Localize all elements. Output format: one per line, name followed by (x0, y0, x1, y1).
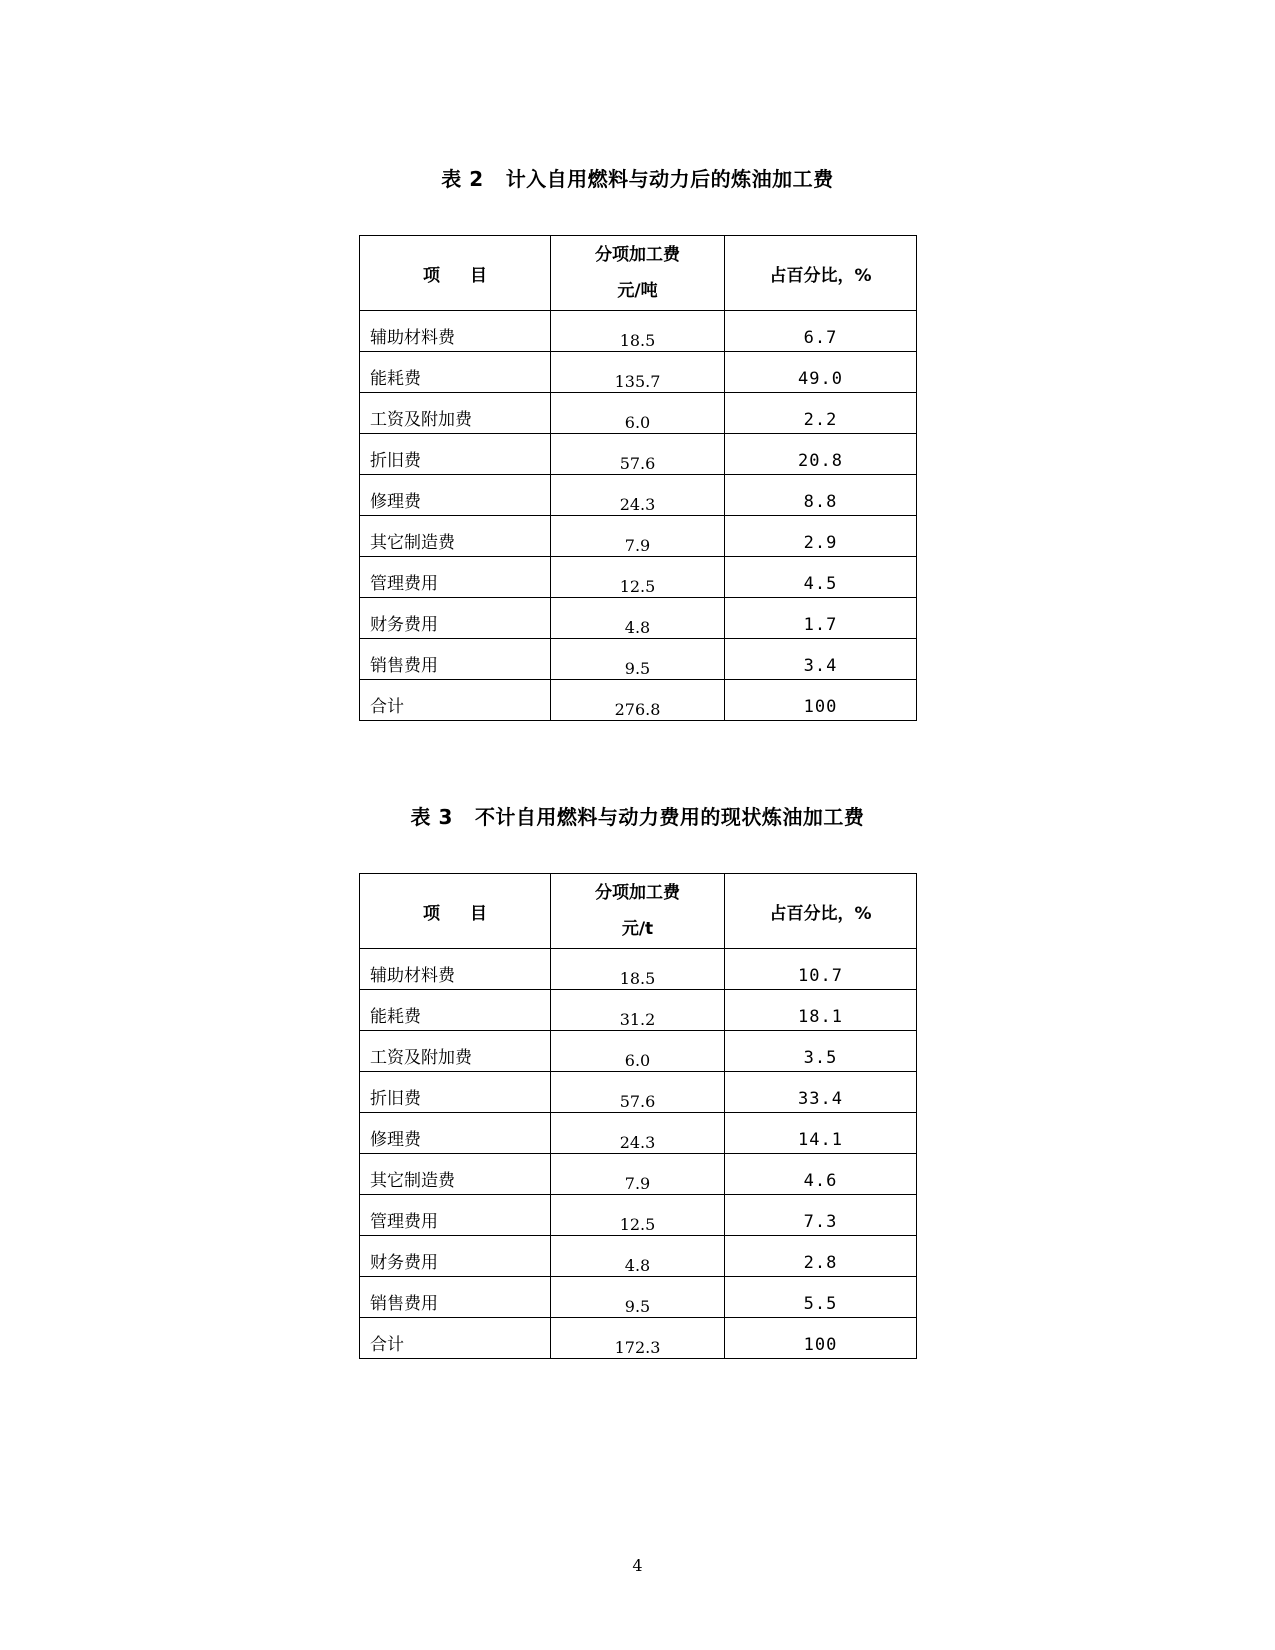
row-percent: 10.7 (725, 949, 917, 990)
row-percent: 18.1 (725, 990, 917, 1031)
row-name: 辅助材料费 (360, 949, 551, 990)
table-3 (359, 873, 917, 1359)
row-name: 销售费用 (360, 1277, 551, 1318)
row-percent: 2.9 (725, 516, 917, 557)
table-row (360, 1072, 917, 1113)
row-name: 其它制造费 (360, 516, 551, 557)
row-percent: 5.5 (725, 1277, 917, 1318)
row-cost: 57.6 (551, 1072, 725, 1113)
row-cost: 24.3 (551, 475, 725, 516)
row-cost: 6.0 (551, 393, 725, 434)
table-row (360, 311, 917, 352)
header-item (360, 236, 551, 311)
row-cost: 6.0 (551, 1031, 725, 1072)
row-cost: 4.8 (551, 598, 725, 639)
row-percent: 8.8 (725, 475, 917, 516)
row-percent: 2.8 (725, 1236, 917, 1277)
row-name: 财务费用 (360, 1236, 551, 1277)
table-3-caption (0, 801, 1275, 830)
row-name: 其它制造费 (360, 1154, 551, 1195)
row-cost: 24.3 (551, 1113, 725, 1154)
header-item-char-a: 项 (423, 903, 440, 924)
table-total-row (360, 680, 917, 721)
table-row (360, 475, 917, 516)
header-item-char-b: 目 (470, 903, 487, 924)
row-name: 折旧费 (360, 434, 551, 475)
row-percent: 14.1 (725, 1113, 917, 1154)
row-percent: 4.5 (725, 557, 917, 598)
row-percent: 2.2 (725, 393, 917, 434)
row-cost: 57.6 (551, 434, 725, 475)
header-item (360, 874, 551, 949)
header-cost-unit: 元/t (621, 919, 654, 939)
row-name: 工资及附加费 (360, 1031, 551, 1072)
row-percent: 1.7 (725, 598, 917, 639)
row-cost: 4.8 (551, 1236, 725, 1277)
row-percent: 100 (725, 1318, 917, 1359)
table-header-row (360, 874, 917, 949)
table-header-row (360, 236, 917, 311)
row-name: 合计 (360, 1318, 551, 1359)
row-name: 修理费 (360, 1113, 551, 1154)
header-cost-unit: 元/吨 (617, 281, 658, 301)
row-name: 修理费 (360, 475, 551, 516)
table-row (360, 1195, 917, 1236)
row-name: 财务费用 (360, 598, 551, 639)
row-cost: 172.3 (551, 1318, 725, 1359)
row-name: 销售费用 (360, 639, 551, 680)
table-2 (359, 235, 917, 721)
table-row (360, 1031, 917, 1072)
table-2-caption (0, 163, 1275, 192)
row-percent: 6.7 (725, 311, 917, 352)
table-row (360, 639, 917, 680)
table-row (360, 1236, 917, 1277)
row-name: 工资及附加费 (360, 393, 551, 434)
table-row (360, 1277, 917, 1318)
table-2-label: 表 2 (441, 167, 484, 191)
table-3-title: 不计自用燃料与动力费用的现状炼油加工费 (474, 805, 865, 829)
header-percent: 占百分比，% (725, 236, 917, 311)
row-name: 辅助材料费 (360, 311, 551, 352)
table-row (360, 516, 917, 557)
row-cost: 12.5 (551, 557, 725, 598)
row-percent: 49.0 (725, 352, 917, 393)
header-item-char-a: 项 (423, 265, 440, 286)
row-name: 管理费用 (360, 557, 551, 598)
row-percent: 100 (725, 680, 917, 721)
table-2-title: 计入自用燃料与动力后的炼油加工费 (505, 167, 834, 191)
row-percent: 3.4 (725, 639, 917, 680)
table-row (360, 598, 917, 639)
row-name: 能耗费 (360, 990, 551, 1031)
table-row (360, 1154, 917, 1195)
row-percent: 33.4 (725, 1072, 917, 1113)
row-name: 管理费用 (360, 1195, 551, 1236)
row-cost: 12.5 (551, 1195, 725, 1236)
row-cost: 7.9 (551, 1154, 725, 1195)
row-cost: 135.7 (551, 352, 725, 393)
table-total-row (360, 1318, 917, 1359)
row-cost: 276.8 (551, 680, 725, 721)
header-cost-label: 分项加工费 (595, 245, 680, 265)
page-number: 4 (632, 1556, 643, 1575)
row-percent: 3.5 (725, 1031, 917, 1072)
table-row (360, 393, 917, 434)
row-cost: 31.2 (551, 990, 725, 1031)
table-row (360, 990, 917, 1031)
table-row (360, 949, 917, 990)
header-cost (551, 236, 725, 311)
row-percent: 7.3 (725, 1195, 917, 1236)
header-cost (551, 874, 725, 949)
row-cost: 9.5 (551, 1277, 725, 1318)
header-percent: 占百分比，% (725, 874, 917, 949)
row-name: 合计 (360, 680, 551, 721)
row-cost: 18.5 (551, 949, 725, 990)
row-cost: 18.5 (551, 311, 725, 352)
row-name: 折旧费 (360, 1072, 551, 1113)
table-row (360, 1113, 917, 1154)
table-row (360, 434, 917, 475)
header-item-char-b: 目 (470, 265, 487, 286)
row-percent: 20.8 (725, 434, 917, 475)
table-3-label: 表 3 (410, 805, 453, 829)
header-cost-label: 分项加工费 (595, 883, 680, 903)
row-name: 能耗费 (360, 352, 551, 393)
row-percent: 4.6 (725, 1154, 917, 1195)
table-row (360, 557, 917, 598)
table-row (360, 352, 917, 393)
row-cost: 9.5 (551, 639, 725, 680)
row-cost: 7.9 (551, 516, 725, 557)
